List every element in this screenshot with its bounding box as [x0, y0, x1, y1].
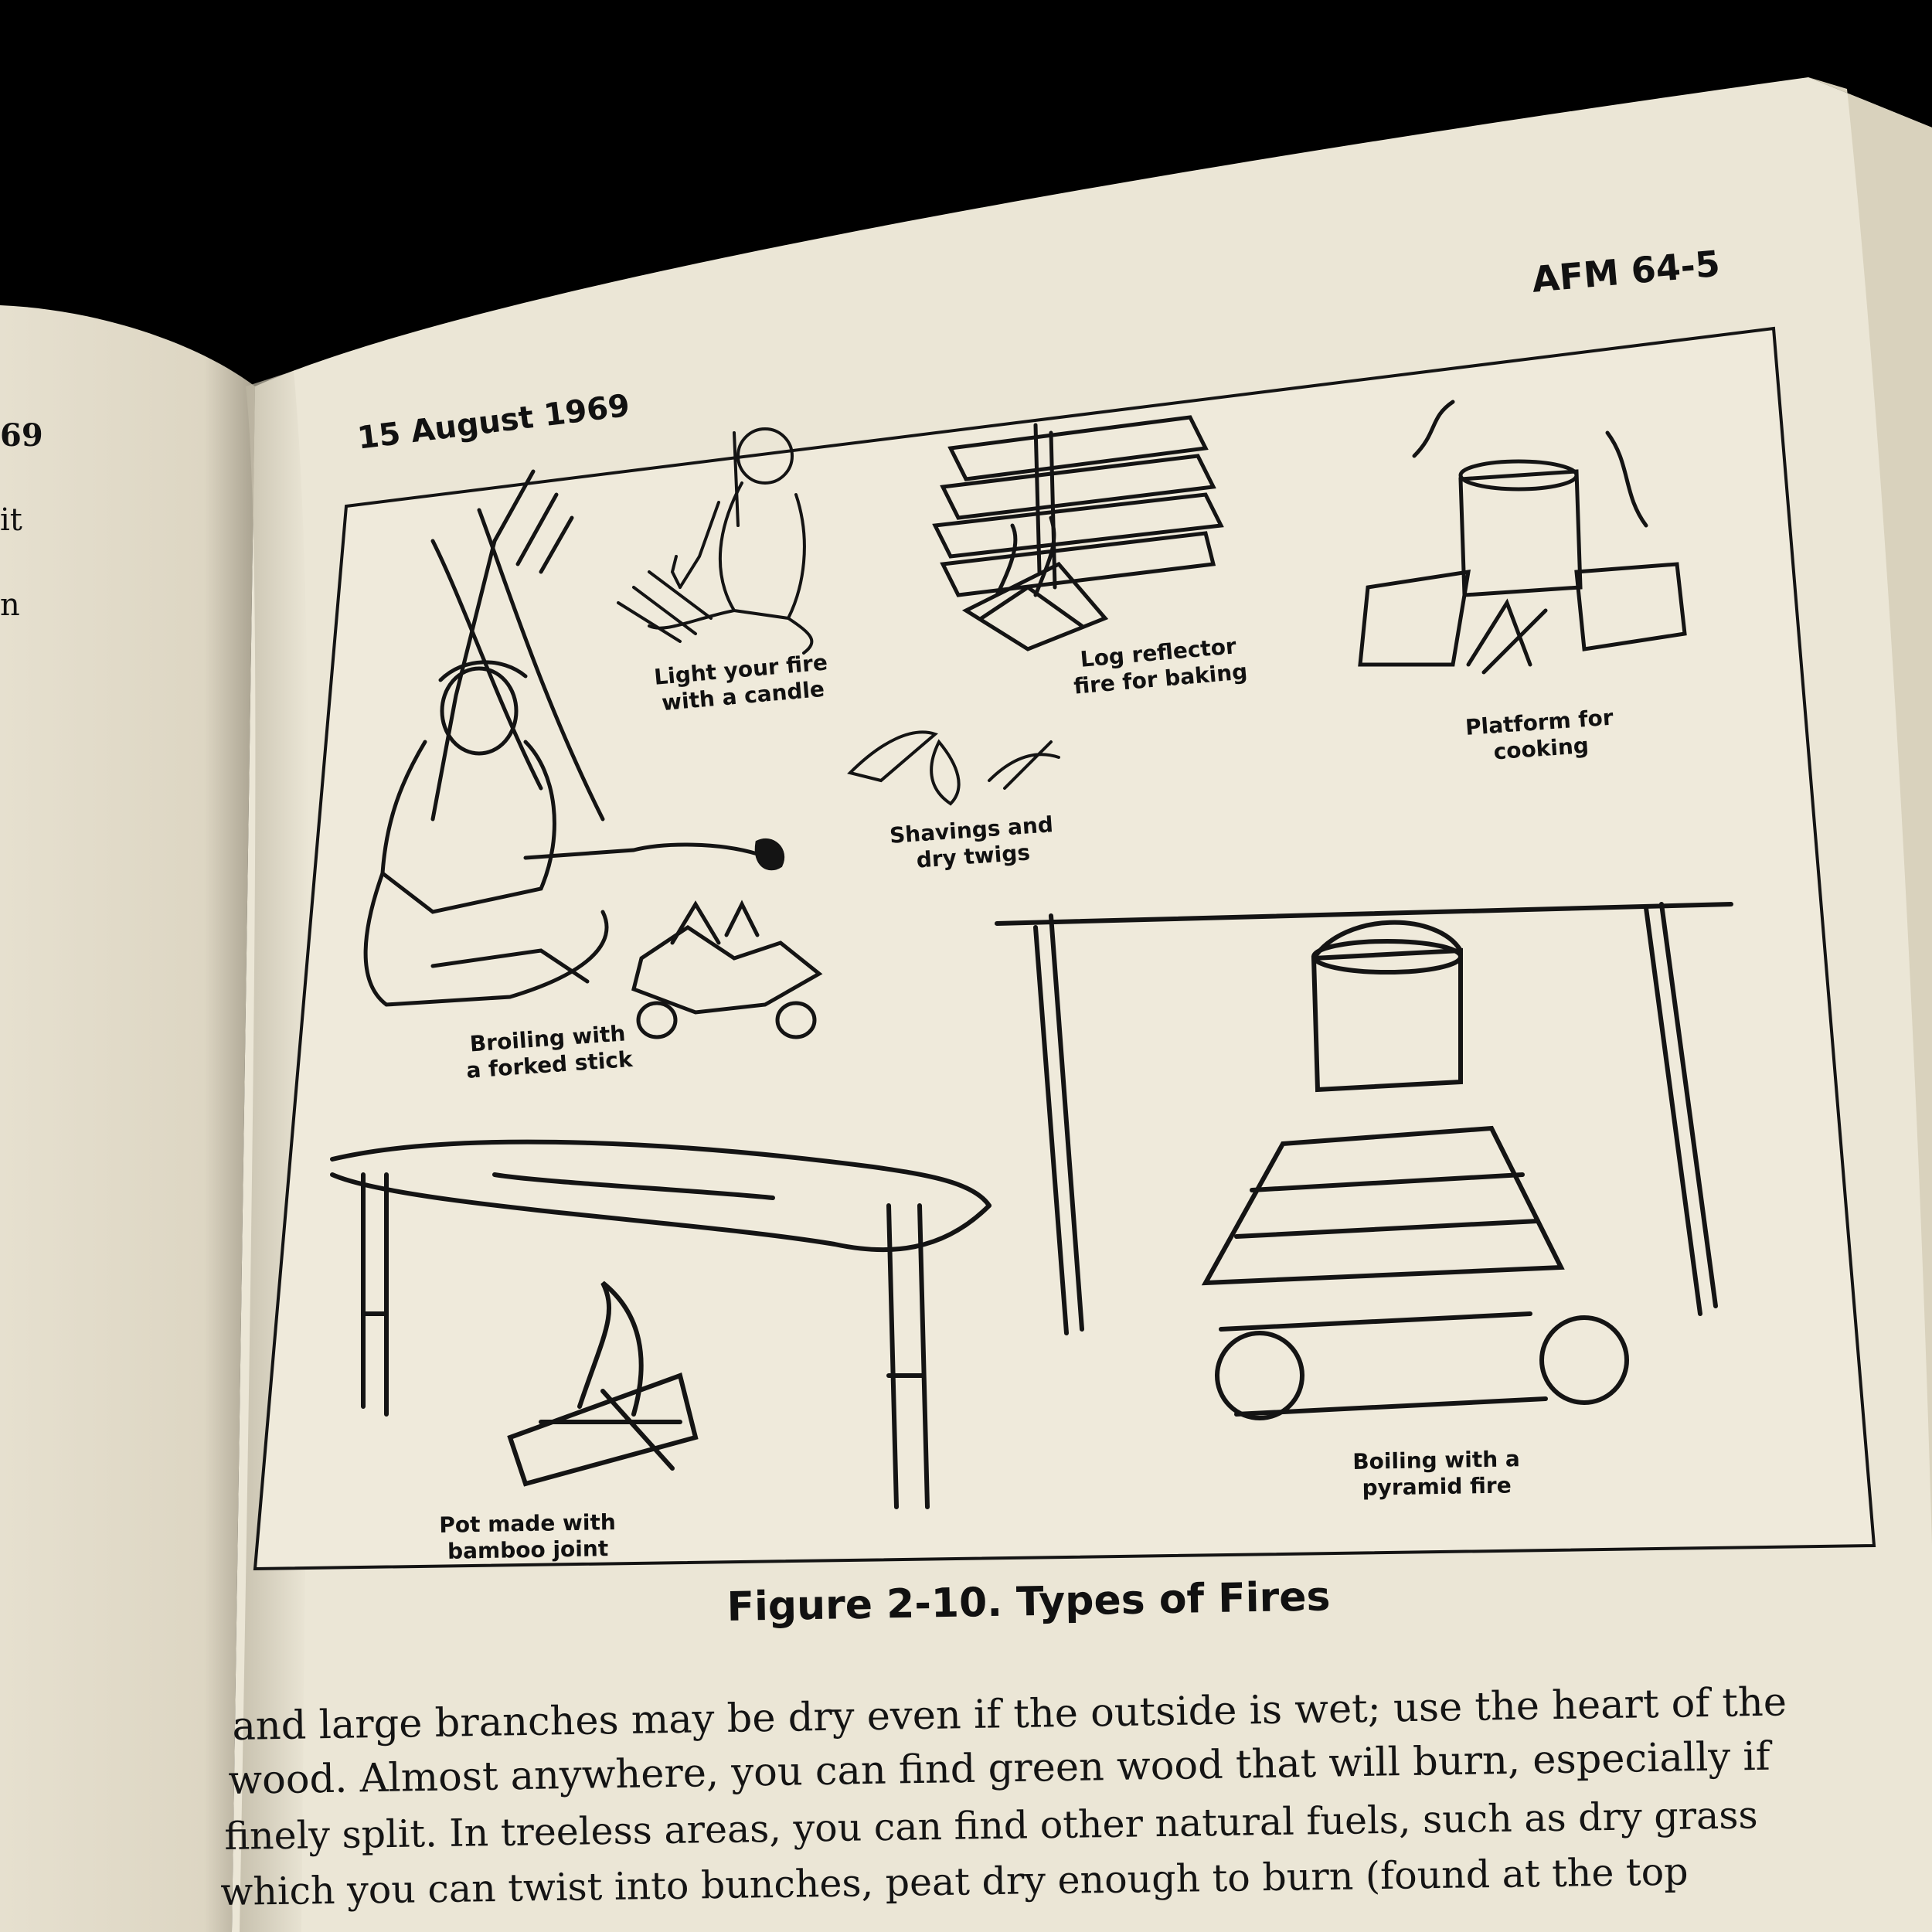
- label-pyramid: Boiling with a pyramid fire: [1352, 1446, 1521, 1501]
- body-text-line: wood. Almost anywhere, you can find green wood that will burn, especially if: [228, 1733, 1771, 1804]
- body-text-line: finely split. In treeless areas, you can find other natural fuels, such as dry grass: [224, 1793, 1758, 1859]
- label-broiling: Broiling with a forked stick: [465, 1020, 634, 1083]
- page-date-header: 15 August 1969: [355, 387, 632, 457]
- label-candle: Light your fire with a candle: [653, 649, 829, 716]
- label-log-reflector: Log reflector fire for baking: [1072, 633, 1249, 699]
- left-page-fragment: it: [0, 502, 22, 538]
- label-bamboo: Pot made with bamboo joint: [439, 1509, 617, 1564]
- left-page-fragment: 69: [0, 417, 43, 454]
- label-shavings: Shavings and dry twigs: [889, 811, 1054, 873]
- page-number-header: AFM 64-5: [1530, 242, 1722, 301]
- body-text-line: and large branches may be dry even if the outside is wet; use the heart of the: [232, 1679, 1787, 1750]
- left-page-fragment: n: [0, 587, 20, 623]
- figure-frame: [255, 328, 1874, 1569]
- figure-caption: Figure 2-10. Types of Fires: [726, 1573, 1331, 1631]
- label-platform: Platform for cooking: [1464, 704, 1614, 765]
- body-text-line: which you can twist into bunches, peat dry enough to burn (found at the top: [220, 1849, 1689, 1914]
